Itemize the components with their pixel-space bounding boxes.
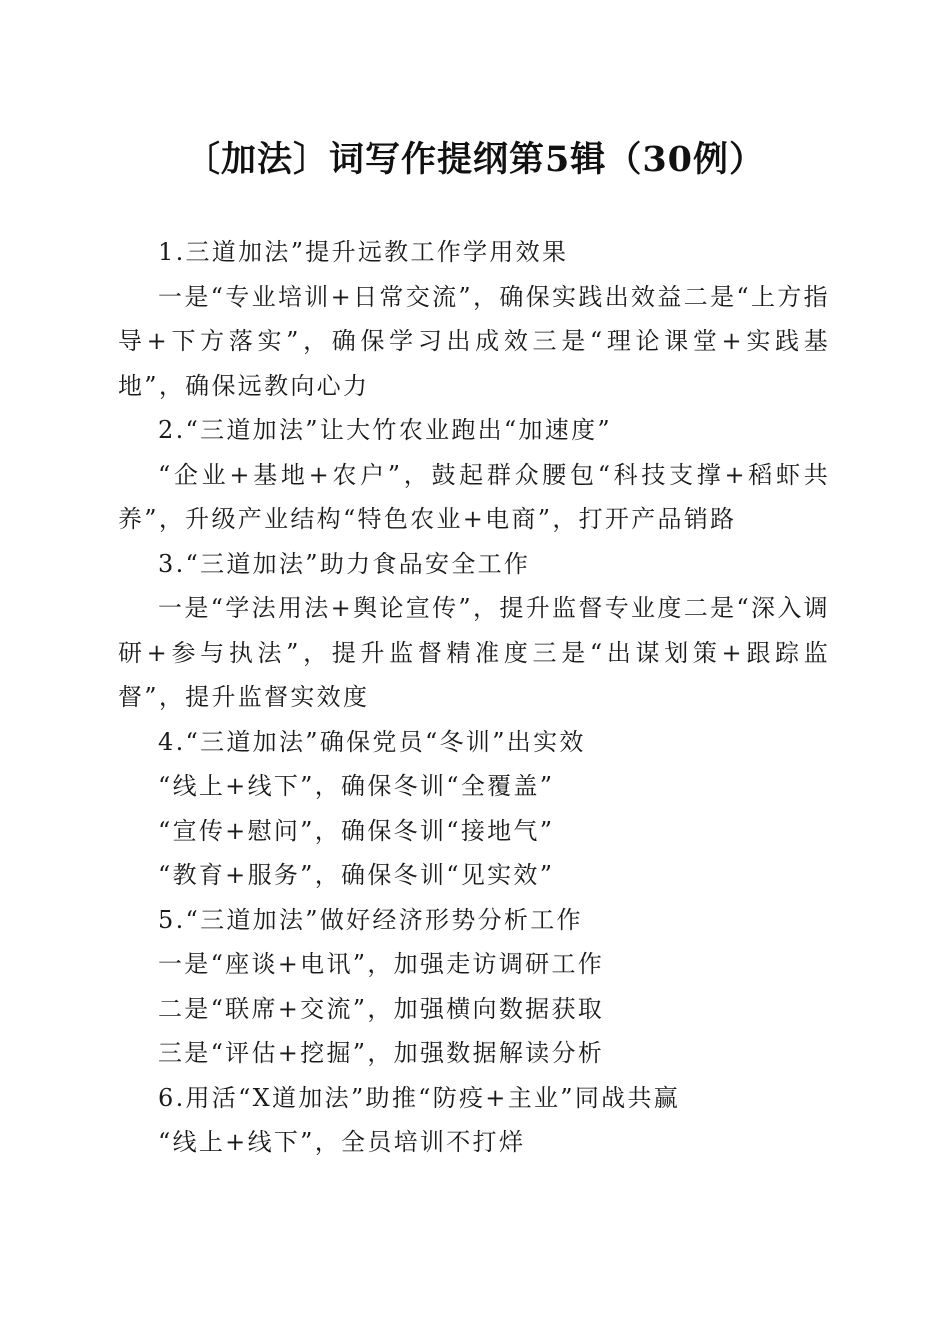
section-5-line-2: 二是“联席+交流”，加强横向数据获取 bbox=[158, 994, 605, 1023]
section-heading-6: 6.用活“X道加法”助推“防疫+主业”同战共赢 bbox=[158, 1083, 681, 1112]
section-body-3: 一是“学法用法+舆论宣传”，提升监督专业度二是“深入调研+参与执法”，提升监督精准度三是“出谋划策+跟踪监督”，提升监督实效度 bbox=[118, 594, 830, 711]
section-5-line-3: 三是“评估+挖掘”，加强数据解读分析 bbox=[158, 1039, 605, 1067]
section-heading-2: 2.“三道加法”让大竹农业跑出“加速度” bbox=[158, 416, 612, 444]
document-body bbox=[118, 230, 830, 1165]
section-body-2: “企业+基地+农户”，鼓起群众腰包“科技支撑+稻虾共养”，升级产业结构“特色农业+电商”，打开产品销路 bbox=[118, 460, 830, 533]
section-heading-1: 1.三道加法”提升远教工作学用效果 bbox=[158, 238, 569, 266]
section-4-line-3: “教育+服务”，确保冬训“见实效” bbox=[158, 861, 555, 889]
document-title: 〔加法〕词写作提纲第5辑（30例） bbox=[184, 139, 766, 180]
section-4-line-2: “宣传+慰问”，确保冬训“接地气” bbox=[158, 816, 555, 845]
section-heading-4: 4.“三道加法”确保党员“冬训”出实效 bbox=[158, 727, 586, 756]
section-heading-3: 3.“三道加法”助力食品安全工作 bbox=[158, 549, 531, 578]
section-heading-5: 5.“三道加法”做好经济形势分析工作 bbox=[158, 905, 583, 934]
section-4-line-1: “线上+线下”，确保冬训“全覆盖” bbox=[158, 772, 555, 800]
section-body-1: 一是“专业培训+日常交流”，确保实践出效益二是“上方指导+下方落实”，确保学习出成效三是“理论课堂+实践基地”，确保远教向心力 bbox=[118, 282, 830, 400]
section-6-line-1: “线上+线下”，全员培训不打烊 bbox=[158, 1128, 526, 1156]
section-5-line-1: 一是“座谈+电讯”，加强走访调研工作 bbox=[158, 950, 605, 978]
